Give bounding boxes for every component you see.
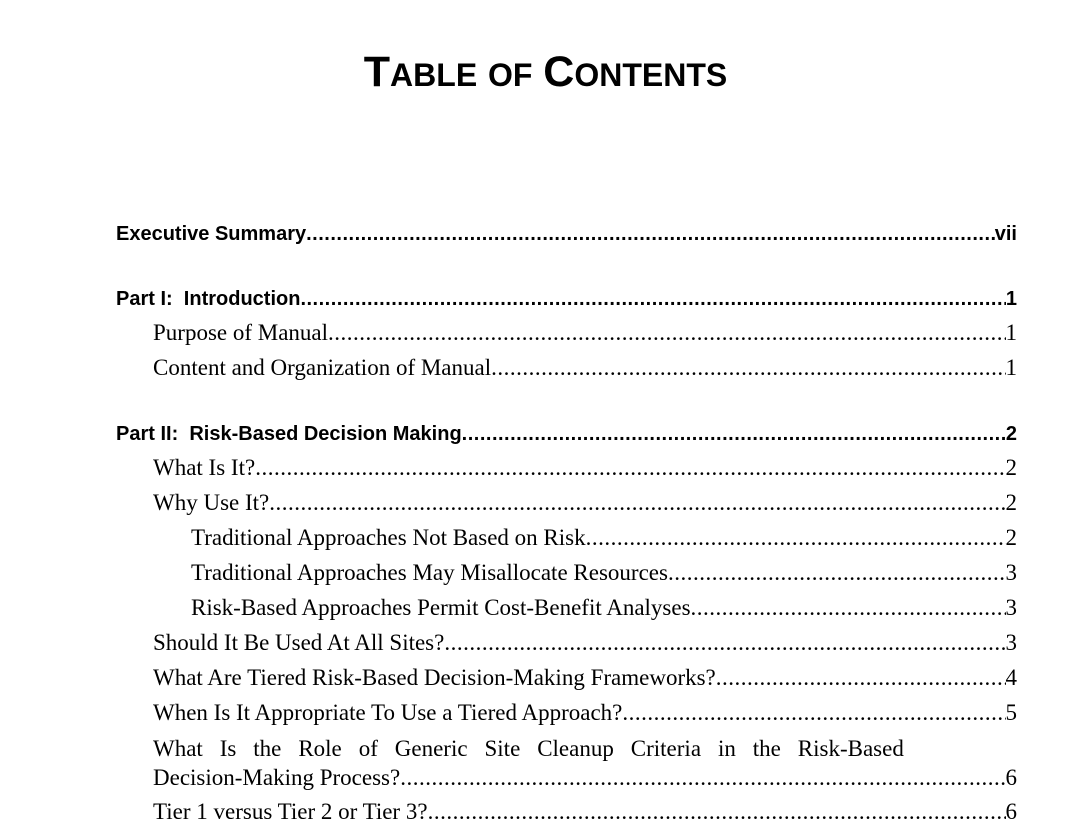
- toc-entry-executive-summary[interactable]: Executive Summary ..... vii: [116, 221, 1017, 247]
- toc-entry-part-2[interactable]: Part II: Risk-Based Decision Making ..... 2: [116, 421, 1017, 447]
- page-number: 3: [1005, 595, 1017, 620]
- dot-leader: [622, 698, 1005, 728]
- dot-leader: [269, 488, 1005, 518]
- dot-leader: [255, 453, 1005, 483]
- dot-leader: [462, 421, 1006, 447]
- page-number: 3: [1005, 630, 1017, 655]
- dot-leader: [300, 286, 1005, 312]
- toc-entry-all-sites[interactable]: Should It Be Used At All Sites? ..... 3: [153, 628, 1017, 658]
- dot-leader: [668, 558, 1006, 588]
- page-number: 4: [1005, 665, 1017, 690]
- toc-entry-tiered-frameworks[interactable]: What Are Tiered Risk-Based Decision-Making Frameworks? ..... 4: [153, 663, 1017, 693]
- page-number: 6: [1005, 765, 1017, 790]
- page-number: 2: [1005, 490, 1017, 515]
- toc-entry-tiered-approach-when[interactable]: When Is It Appropriate To Use a Tiered Approach? ..... 5: [153, 698, 1017, 728]
- dot-leader: [491, 353, 1005, 383]
- toc-entry-risk-based-cost-benefit[interactable]: Risk-Based Approaches Permit Cost-Benefit Analyses ..... 3: [191, 593, 1017, 623]
- toc-entry-traditional-not-risk[interactable]: Traditional Approaches Not Based on Risk ..... 2: [191, 523, 1017, 553]
- toc-entry-part-1[interactable]: Part I: Introduction ..... 1: [116, 286, 1017, 312]
- toc-entry-generic-cleanup-criteria[interactable]: [153, 734, 1017, 792]
- page-number: vii: [994, 223, 1017, 245]
- page-number: 2: [1005, 455, 1017, 480]
- toc-entry-purpose-of-manual[interactable]: Purpose of Manual ..... 1: [153, 318, 1017, 348]
- dot-leader: [306, 221, 995, 247]
- page-number: 6: [1005, 799, 1017, 824]
- dot-leader: [400, 763, 1005, 792]
- page-number: 1: [1005, 355, 1017, 380]
- page-number: 1: [1005, 288, 1017, 310]
- toc-entry-content-and-organization[interactable]: Content and Organization of Manual ..... 1: [153, 353, 1017, 383]
- page-number: 2: [1005, 525, 1017, 550]
- entry-label-line-1: What Is the Role of Generic Site Cleanup Criteria in the Risk-Based: [153, 736, 904, 761]
- page-number: 3: [1005, 560, 1017, 585]
- dot-leader: [428, 797, 1006, 827]
- page-number: 2: [1005, 423, 1017, 445]
- toc-entry-what-is-it[interactable]: What Is It? ..... 2: [153, 453, 1017, 483]
- page-number: 1: [1005, 320, 1017, 345]
- page-number: 5: [1005, 700, 1017, 725]
- dot-leader: [444, 628, 1005, 658]
- toc-entry-traditional-misallocate[interactable]: Traditional Approaches May Misallocate Resources ..... 3: [191, 558, 1017, 588]
- dot-leader: [328, 318, 1005, 348]
- dot-leader: [586, 523, 1006, 553]
- entry-label-line-2: Decision-Making Process? ..... 6: [153, 763, 1017, 792]
- page-title: TABLE OF CONTENTS: [363, 48, 728, 96]
- toc-entry-why-use-it[interactable]: Why Use It? ..... 2: [153, 488, 1017, 518]
- dot-leader: [716, 663, 1006, 693]
- toc-entry-tier-1-vs-tier-2-3[interactable]: Tier 1 versus Tier 2 or Tier 3? ..... 6: [153, 797, 1017, 827]
- dot-leader: [691, 593, 1006, 623]
